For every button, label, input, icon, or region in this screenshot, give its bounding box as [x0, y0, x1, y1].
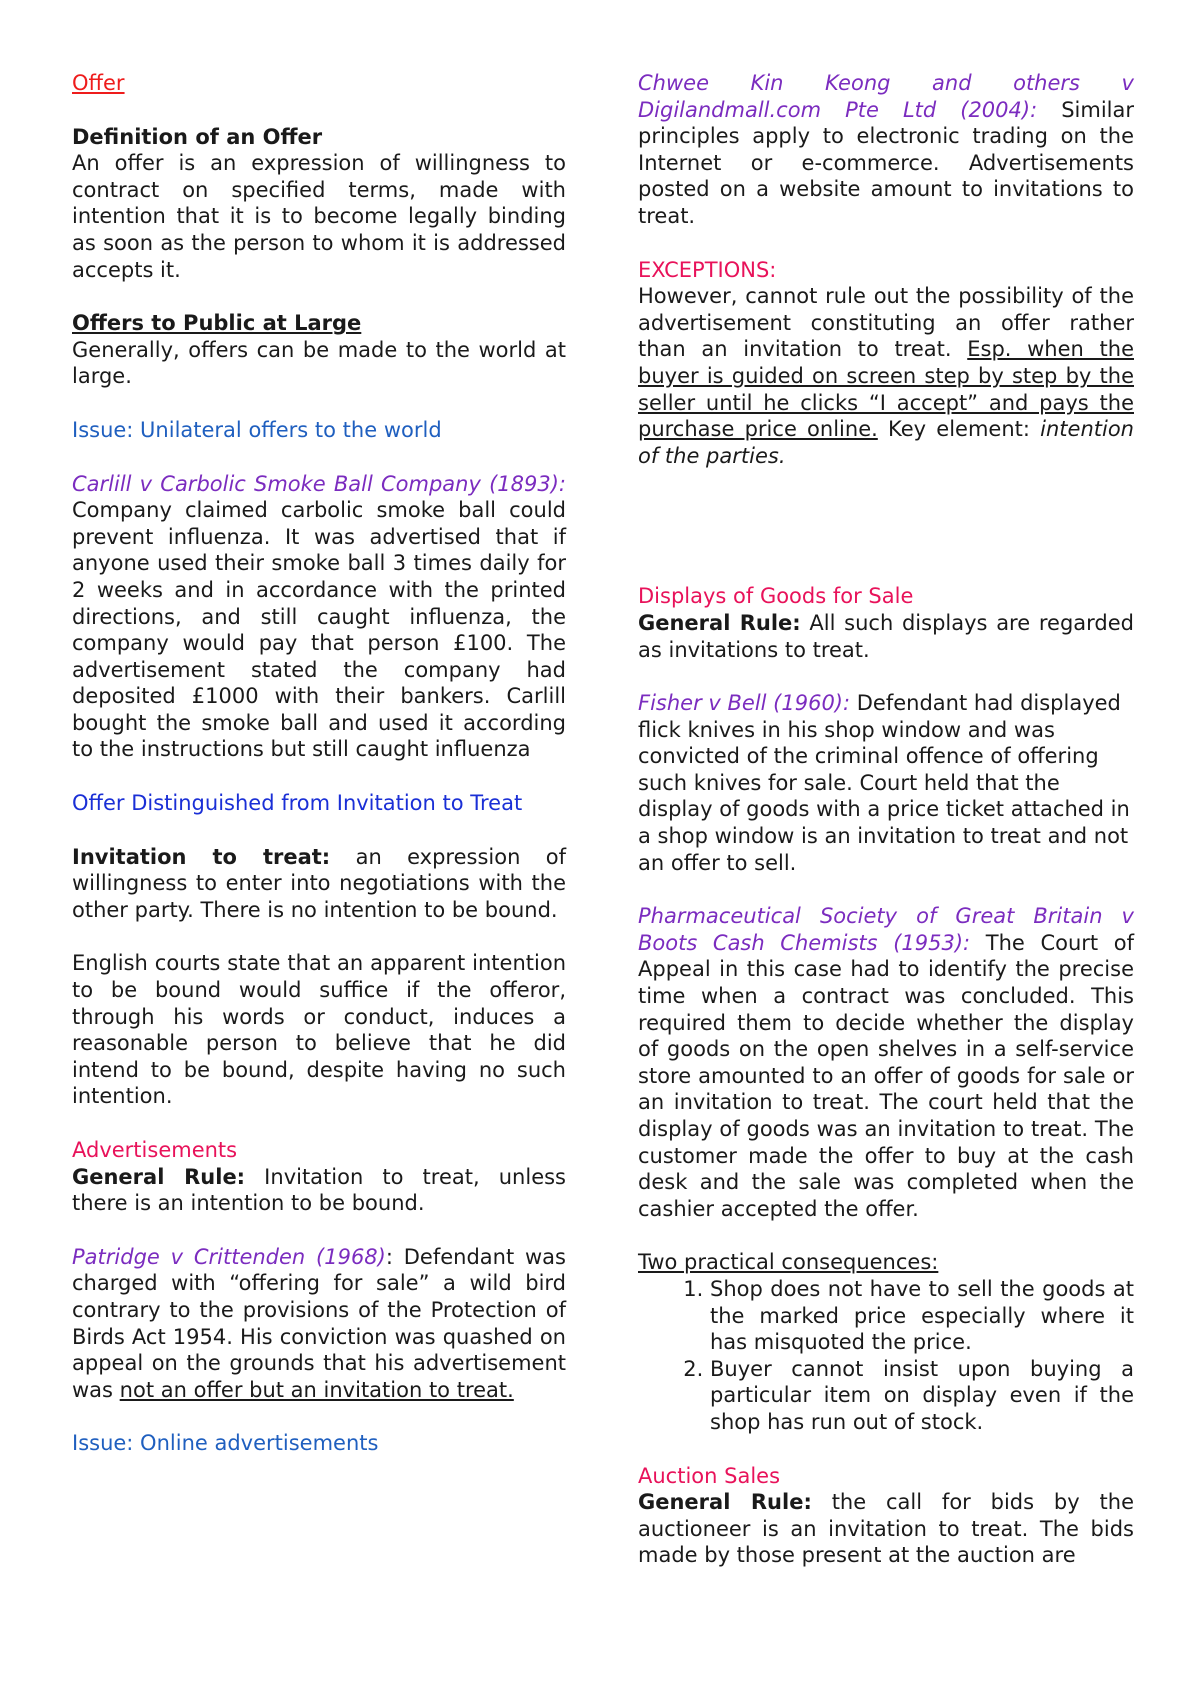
ads-rule-label: General Rule: — [72, 1164, 246, 1189]
ads-rule-paragraph — [72, 1164, 566, 1217]
auction-rule-label: General Rule: — [638, 1490, 812, 1515]
definition-heading: Definition of an Offer — [72, 124, 323, 149]
exceptions-key-italic: intention of the parties. — [638, 417, 1134, 468]
fisher-text: Defendant had displayed flick knives in his shop window and was convicted of the criminal offence of offering such knives for sale. Court held that the display of goods with a price ticket attached in a shop window is an invitation to treat and not an offer to sell. — [638, 691, 1130, 875]
auction-heading: Auction Sales — [638, 1463, 781, 1488]
boots-case-name: Pharmaceutical Society of Great Britain v Boots Cash Chemists (1953): — [638, 904, 1134, 955]
ads-heading: Advertisements — [72, 1138, 238, 1162]
carlill-text: Company claimed carbolic smoke ball could prevent influenza. It was advertised that if anyone used their smoke ball 3 times daily for 2 weeks and in accordance with the printed directions, and still caught influenza, the company would pay that person £100. The advertisement stated the company had deposited £1000 with their bankers. Carlill bought the smoke ball and used it according to the instructions but still caught influenza — [72, 498, 566, 762]
distinguished-heading: Offer Distinguished from Invitation to Treat — [72, 791, 523, 816]
boots-paragraph — [638, 903, 1134, 1222]
list-item: 1. Shop does not have to sell the goods at the marked price especially where it has misquoted the price. — [710, 1276, 1134, 1356]
itt-label: Invitation to treat: — [72, 844, 331, 869]
displays-rule-paragraph — [638, 610, 1134, 663]
list-item: 2. Buyer cannot insist upon buying a particular item on display even if the shop has run out of stock. — [710, 1356, 1134, 1436]
displays-heading: Displays of Goods for Sale — [638, 584, 914, 609]
issue-unilateral-heading: Issue: Unilateral offers to the world — [72, 417, 442, 442]
public-heading: Offers to Public at Large — [72, 311, 362, 336]
public-text: Generally, offers can be made to the world at large. — [72, 337, 566, 389]
fisher-paragraph — [638, 690, 1134, 876]
issue-online-heading: Issue: Online advertisements — [72, 1431, 379, 1456]
auction-rule-paragraph — [638, 1489, 1134, 1569]
english-courts-text: English courts state that an apparent intention to be bound would suffice if the offeror, through his words or conduct, induces a reasonable person to believe that he did intend to be bound, despite having no such intention. — [72, 951, 566, 1109]
patridge-case-name: Patridge v Crittenden (1968) — [72, 1244, 386, 1269]
exceptions-paragraph — [638, 283, 1134, 469]
exceptions-text: However, cannot rule out the possibility of the advertisement constituting an offer rather than an invitation to treat. — [638, 284, 1134, 362]
left-column — [72, 70, 566, 1457]
carlill-case-name: Carlill v Carbolic Smoke Ball Company (1893): — [72, 471, 566, 496]
patridge-underlined: not an offer but an invitation to treat. — [119, 1377, 514, 1402]
chwee-paragraph — [638, 70, 1134, 230]
auction-rule-text: the call for bids by the auctioneer is an invitation to treat. The bids made by those present at the auction are — [638, 1490, 1134, 1568]
chwee-text: Similar principles apply to electronic trading on the Internet or e-commerce. Advertisements posted on a website amount to invitations to treat. — [638, 97, 1135, 228]
exceptions-underlined: Esp. when the buyer is guided on screen step by step by the seller until he clicks “I accept” and pays the purchase price online. — [638, 337, 1134, 442]
patridge-text: : Defendant was charged with “offering for sale” a wild bird contrary to the provisions of the Protection of Birds Act 1954. His conviction was quashed on appeal on the grounds that his advertisement was — [72, 1244, 566, 1402]
carlill-paragraph — [72, 471, 566, 764]
exceptions-heading: EXCEPTIONS: — [638, 257, 777, 282]
offer-title: Offer — [72, 71, 125, 95]
exceptions-key: Key element: — [877, 417, 1041, 442]
chwee-case-name: Chwee Kin Keong and others v Digilandmall.com Pte Ltd (2004): — [638, 71, 1134, 122]
boots-text: The Court of Appeal in this case had to identify the precise time when a contract was concluded. This required them to decide whether the display of goods on the open shelves in a self-service store amounted to an offer of goods for sale or an invitation to treat. The court held that the display of goods was an invitation to treat. The customer made the offer to buy at the cash desk and the sale was completed when the cashier accepted the offer. — [638, 930, 1134, 1221]
consequences-heading: Two practical consequences: — [638, 1250, 939, 1275]
itt-text: an expression of willingness to enter into negotiations with the other party. There is no intention to be bound. — [72, 844, 566, 922]
fisher-case-name: Fisher v Bell (1960): — [638, 691, 851, 716]
consequences-list — [638, 1276, 1134, 1436]
displays-rule-label: General Rule: — [638, 610, 801, 635]
displays-rule-text: All such displays are regarded as invitations to treat. — [638, 610, 1134, 662]
patridge-paragraph — [72, 1244, 566, 1404]
right-column — [638, 70, 1134, 1569]
definition-text: An offer is an expression of willingness to contract on specified terms, made with intention that it is to become legally binding as soon as the person to whom it is addressed accepts it. — [72, 151, 566, 282]
ads-rule-text: Invitation to treat, unless there is an intention to be bound. — [72, 1164, 566, 1216]
itt-paragraph — [72, 844, 566, 924]
